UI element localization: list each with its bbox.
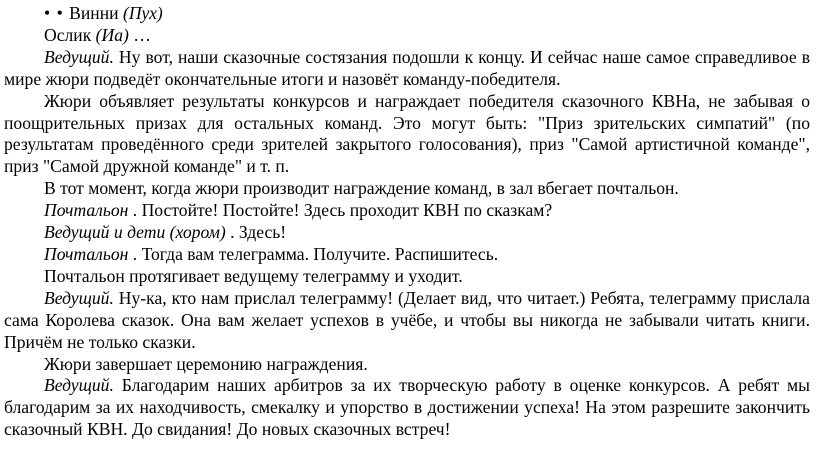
paragraph-host-telegram [4,288,810,354]
paragraph-postman-line-2 [4,244,810,266]
speaker-label: Ведущий и дети (хором) [44,222,226,243]
speech-text: Благодарим наших арбитров за их творческую работу в оценке конкурсов. А ребят мы благодарим за их находчивость, смекалку и упорство в достижении успеха! На этом разрешите закончить сказочный КВН. До свидания! До новых сказочных встреч! [4,375,810,440]
bullet-icon-2: • [56,3,63,23]
speech-text: . Здесь! [225,222,287,243]
paragraph-cast-vinni [4,3,810,25]
paragraph-jury-results [4,91,810,179]
speech-text: . Тогда вам телеграмма. Получите. Распишитесь. [128,243,499,264]
stage-direction-text: Жюри объявляет результаты конкурсов и награждает победителя сказочного КВНа, не забывая о поощрительных призах для остальных команд. Это могут быть: "Приз зрительских симпатий" (по результатам проведённого среди зрителей закрытого голосования), приз "Самой артистичной команде", приз "Самой дружной команде" и т. п. [4,90,810,177]
cast-ellipsis: … [128,24,151,45]
speaker-label: Почтальон [44,200,129,221]
speech-text: . Постойте! Постойте! Здесь проходит КВН по сказкам? [128,200,553,221]
speaker-label: Ведущий. [44,287,114,308]
stage-direction-text: В тот момент, когда жюри производит награждение команд, в зал вбегает почтальон. [44,178,679,199]
cast-name-oslik: Ослик [44,24,92,45]
paragraph-postman-line-1 [4,200,810,222]
stage-direction-text: Жюри завершает церемонию награждения. [44,353,368,374]
cast-name-vinni: Винни [69,3,119,23]
speaker-label: Ведущий. [44,46,114,67]
speech-text: Ну вот, наши сказочные состязания подошли к концу. И сейчас наше самое справедливое в мире жюри подведёт окончательные итоги и назовёт команду-победителя. [4,46,810,89]
paragraph-host-farewell [4,375,810,441]
speaker-label: Ведущий. [44,375,114,396]
bullet-icon: • [44,3,51,23]
paragraph-jury-ceremony [4,354,810,376]
speech-text: Ну-ка, кто нам прислал телеграмму! (Делает вид, что читает.) Ребята, телеграмму прислала сама Королева сказок. Она вам желает успехов в учёбе, и чтобы вы никогда не забывали читать книги. Причём не только сказки. [4,287,810,352]
speaker-label: Почтальон [44,243,129,264]
paragraph-chorus [4,222,810,244]
cast-role-ia: (Иа) [91,24,129,45]
cast-role-pooh: (Пух) [118,3,163,23]
stage-direction-text: Почтальон протягивает ведущему телеграмму и уходит. [44,265,463,286]
paragraph-cast-oslik [4,25,810,47]
paragraph-postman-enters [4,178,810,200]
paragraph-host-closing [4,47,810,91]
paragraph-postman-leaves [4,266,810,288]
